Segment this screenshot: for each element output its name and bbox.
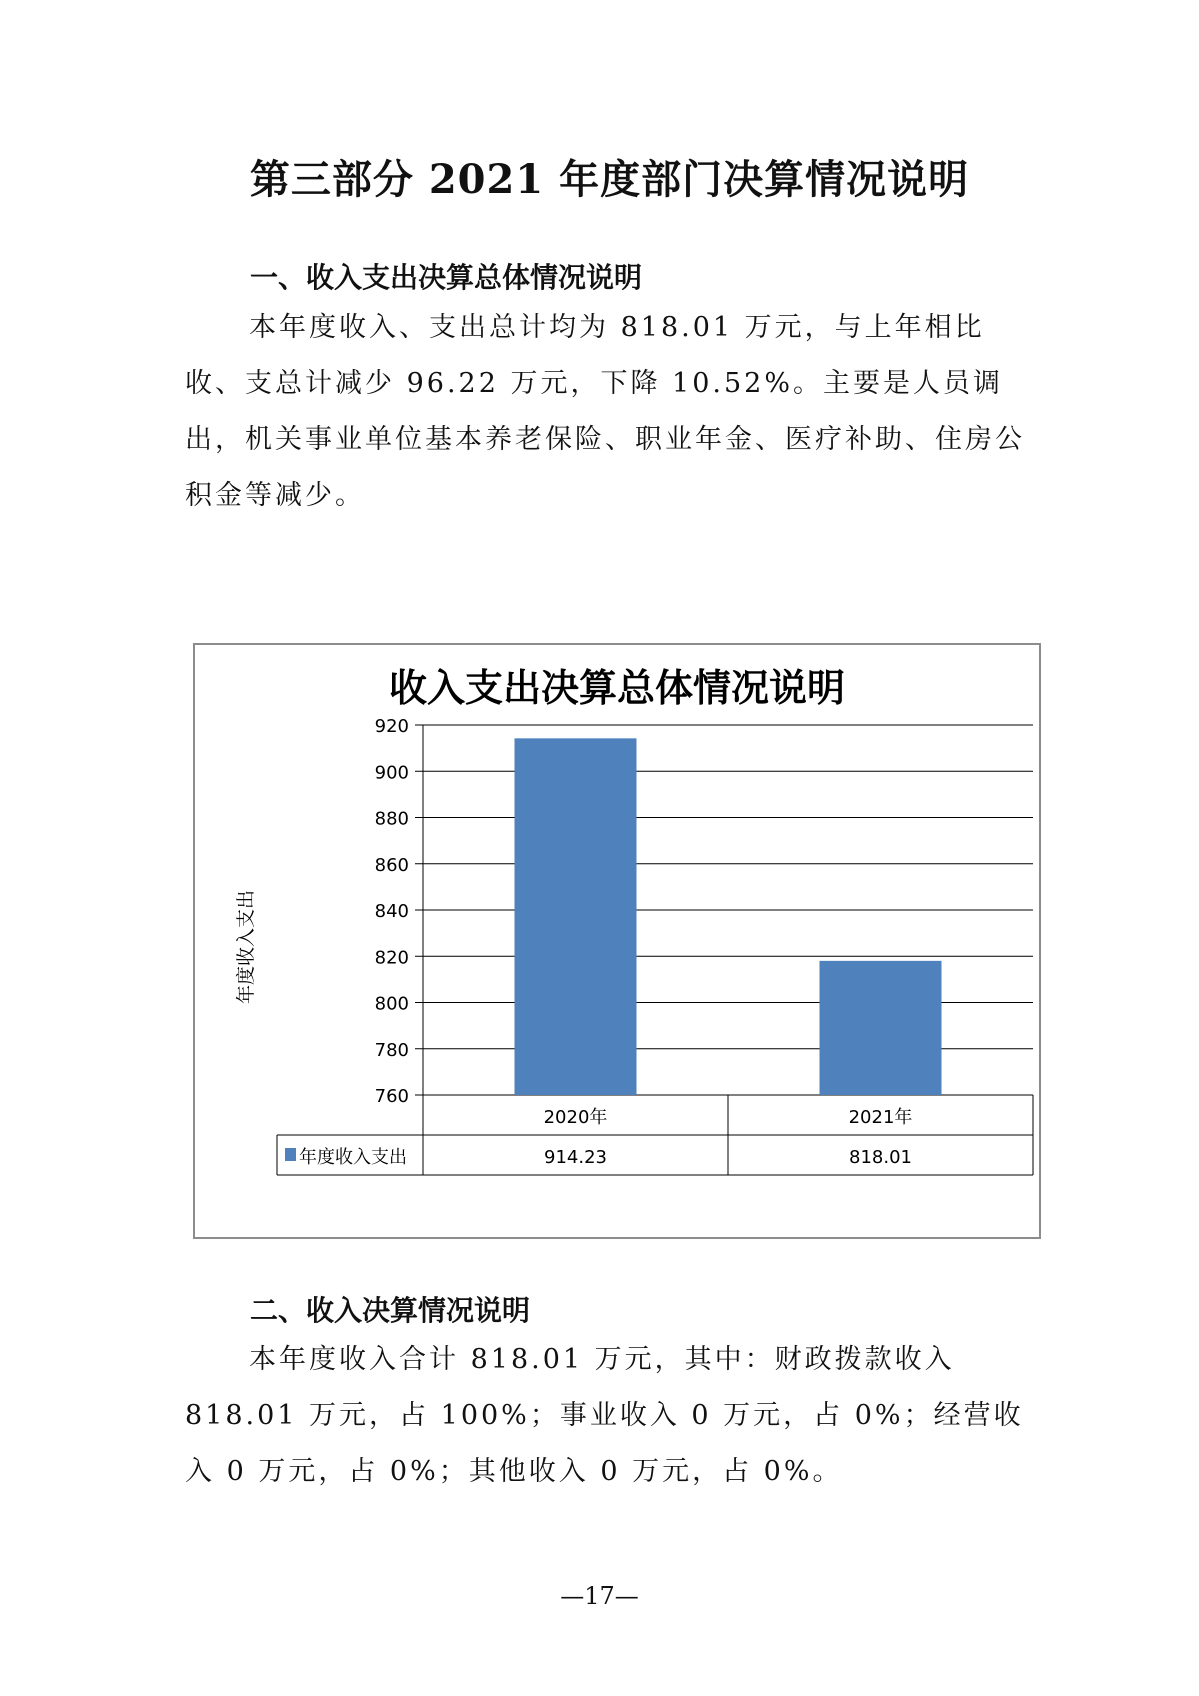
x-category-label: 2020年	[543, 1107, 608, 1128]
chart-title: 收入支出决算总体情况说明	[388, 666, 846, 710]
y-tick-label: 860	[374, 854, 409, 876]
y-tick-label: 760	[374, 1086, 409, 1107]
x-category-label: 2021年	[848, 1107, 913, 1128]
y-tick-label: 920	[374, 716, 409, 737]
bar-2020年	[515, 738, 637, 1095]
data-table-value: 914.23	[544, 1147, 607, 1168]
bar-chart	[195, 645, 1039, 1237]
data-table-value: 818.01	[849, 1147, 912, 1168]
y-axis-label: 年度收入支出	[235, 889, 257, 1005]
section-1-paragraph: 本年度收入、支出总计均为 818.01 万元，与上年相比收、支总计减少 96.22 万元，下降 10.52%。主要是人员调出，机关事业单位基本养老保险、职业年金、医疗补助、住房公积金等减少。	[185, 312, 1025, 511]
page-title: 第三部分 2021 年度部门决算情况说明	[249, 156, 970, 203]
y-tick-label: 900	[374, 762, 409, 784]
legend-label: 年度收入支出	[299, 1147, 407, 1168]
section-2-heading: 二、收入决算情况说明	[250, 1294, 531, 1327]
chart-frame	[193, 643, 1041, 1239]
y-tick-label: 780	[374, 1039, 409, 1061]
y-tick-label: 800	[374, 993, 409, 1015]
section-1-heading: 一、收入支出决算总体情况说明	[250, 261, 643, 294]
page-number: —17—	[560, 1582, 639, 1610]
y-tick-label: 840	[374, 901, 409, 922]
y-tick-label: 880	[374, 808, 409, 830]
bar-2021年	[820, 961, 942, 1095]
section-2-paragraph: 本年度收入合计 818.01 万元，其中：财政拨款收入 818.01 万元，占 100%；事业收入 0 万元，占 0%；经营收入 0 万元，占 0%；其他收入 0 万元，占 0%。	[185, 1344, 1024, 1487]
legend-key	[285, 1148, 296, 1161]
y-tick-label: 820	[374, 947, 409, 969]
